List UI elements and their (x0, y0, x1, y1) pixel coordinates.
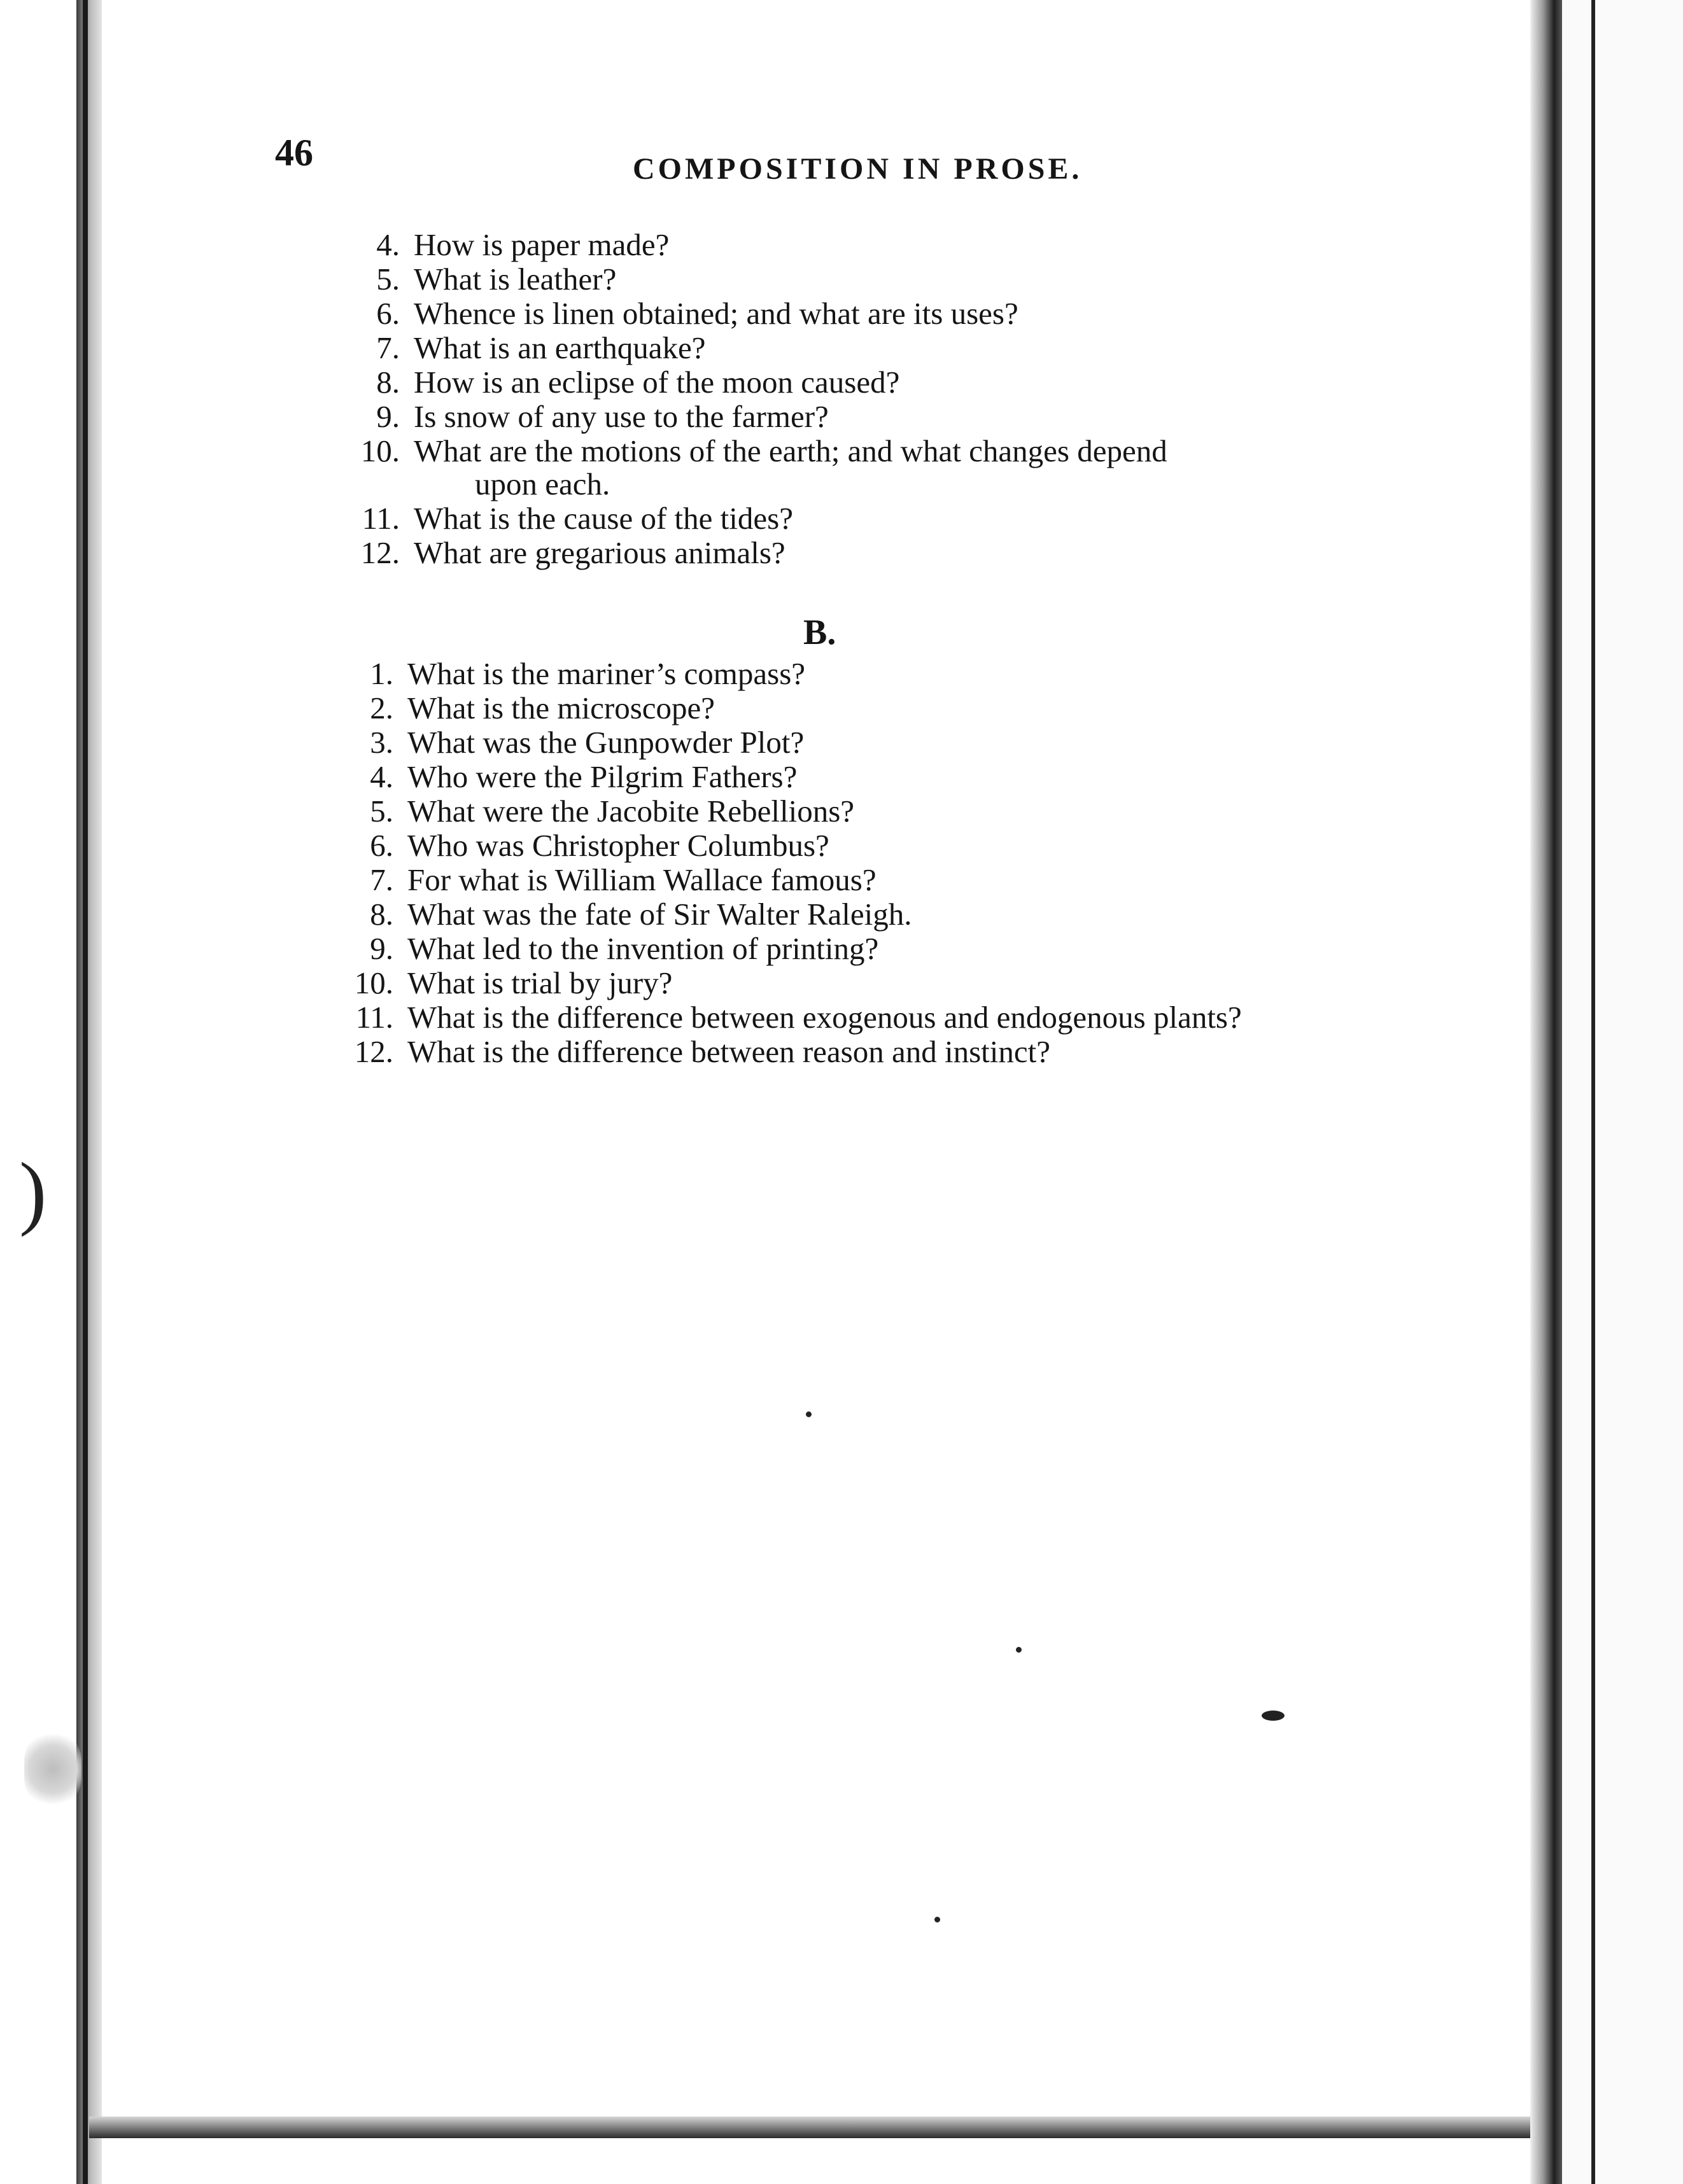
item-text: What were the Jacobite Rebellions? (407, 794, 855, 829)
item-number: 10. (360, 433, 400, 468)
item-text: What are gregarious animals? (414, 535, 785, 570)
item-text: How is paper made? (414, 227, 670, 262)
page-number: 46 (275, 132, 313, 174)
item-number: 7. (376, 330, 400, 365)
adjacent-page-edge (1591, 0, 1595, 2184)
item-number: 9. (376, 399, 400, 434)
item-number: 11. (362, 501, 400, 536)
item-text: What is the mariner’s compass? (407, 656, 806, 691)
list-item (323, 933, 878, 964)
item-number: 1. (370, 656, 393, 691)
print-speck (1262, 1711, 1285, 1721)
item-text: Is snow of any use to the farmer? (414, 399, 829, 434)
list-item (330, 298, 1018, 329)
list-item (330, 435, 1167, 466)
running-head: COMPOSITION IN PROSE. (633, 152, 1083, 186)
list-item (323, 727, 804, 758)
print-speck (1016, 1647, 1022, 1653)
list-item (323, 658, 805, 689)
item-number: 11. (355, 1000, 393, 1035)
item-text: What is the difference between reason and instinct? (407, 1034, 1050, 1069)
item-number: 3. (370, 725, 393, 760)
item-number: 6. (376, 296, 400, 331)
item-text: How is an eclipse of the moon caused? (414, 365, 900, 400)
list-item (330, 263, 616, 295)
item-number: 4. (376, 227, 400, 262)
item-text: Who was Christopher Columbus? (407, 828, 829, 863)
list-item (330, 367, 899, 398)
list-item (323, 967, 672, 998)
item-text: What are the motions of the earth; and what changes depend (414, 433, 1167, 468)
item-text: What is the difference between exogenous and endogenous plants? (407, 1000, 1242, 1035)
list-item (330, 401, 829, 432)
item-text: What is an earthquake? (414, 330, 706, 365)
list-item (330, 229, 669, 260)
item-number: 7. (370, 862, 393, 897)
item-text: What led to the invention of printing? (407, 931, 879, 966)
list-item (323, 692, 715, 724)
item-text: What is leather? (414, 262, 617, 297)
list-item (330, 537, 785, 568)
item-number: 8. (376, 365, 400, 400)
item-number: 6. (370, 828, 393, 863)
item-text: For what is William Wallace famous? (407, 862, 877, 897)
item-number: 9. (370, 931, 393, 966)
item-text: What was the fate of Sir Walter Raleigh. (407, 897, 912, 932)
item-text: Who were the Pilgrim Fathers? (407, 759, 798, 794)
item-text: What is the cause of the tides? (414, 501, 793, 536)
item-number: 4. (370, 759, 393, 794)
list-item (323, 899, 912, 930)
list-item (323, 830, 829, 861)
item-number: 12. (354, 1034, 393, 1069)
list-item (323, 761, 797, 792)
item-number: 10. (354, 965, 393, 1000)
bottom-page-edge (89, 2117, 1540, 2138)
section-heading-b: B. (803, 613, 836, 652)
item-number: 2. (370, 690, 393, 725)
item-continuation: upon each. (475, 466, 610, 501)
list-item (323, 1036, 1050, 1067)
item-text: What is trial by jury? (407, 965, 673, 1000)
print-speck (934, 1917, 940, 1922)
list-item (323, 795, 854, 827)
list-item (330, 503, 793, 534)
item-number: 5. (376, 262, 400, 297)
item-text: Whence is linen obtained; and what are its uses? (414, 296, 1018, 331)
adjacent-page (1562, 0, 1683, 2184)
print-speck (806, 1411, 812, 1417)
item-text: What is the microscope? (407, 690, 715, 725)
item-number: 5. (370, 794, 393, 829)
margin-bracket-mark: ) (19, 1146, 47, 1238)
margin-smudge (24, 1731, 81, 1807)
item-number: 12. (360, 535, 400, 570)
right-gutter-shadow (1530, 0, 1562, 2184)
item-number: 8. (370, 897, 393, 932)
list-item (330, 332, 705, 363)
list-item (323, 864, 877, 895)
list-item (323, 1002, 1242, 1033)
binding-edge (83, 0, 88, 2184)
binding-shadow (76, 0, 102, 2184)
item-text: What was the Gunpowder Plot? (407, 725, 805, 760)
